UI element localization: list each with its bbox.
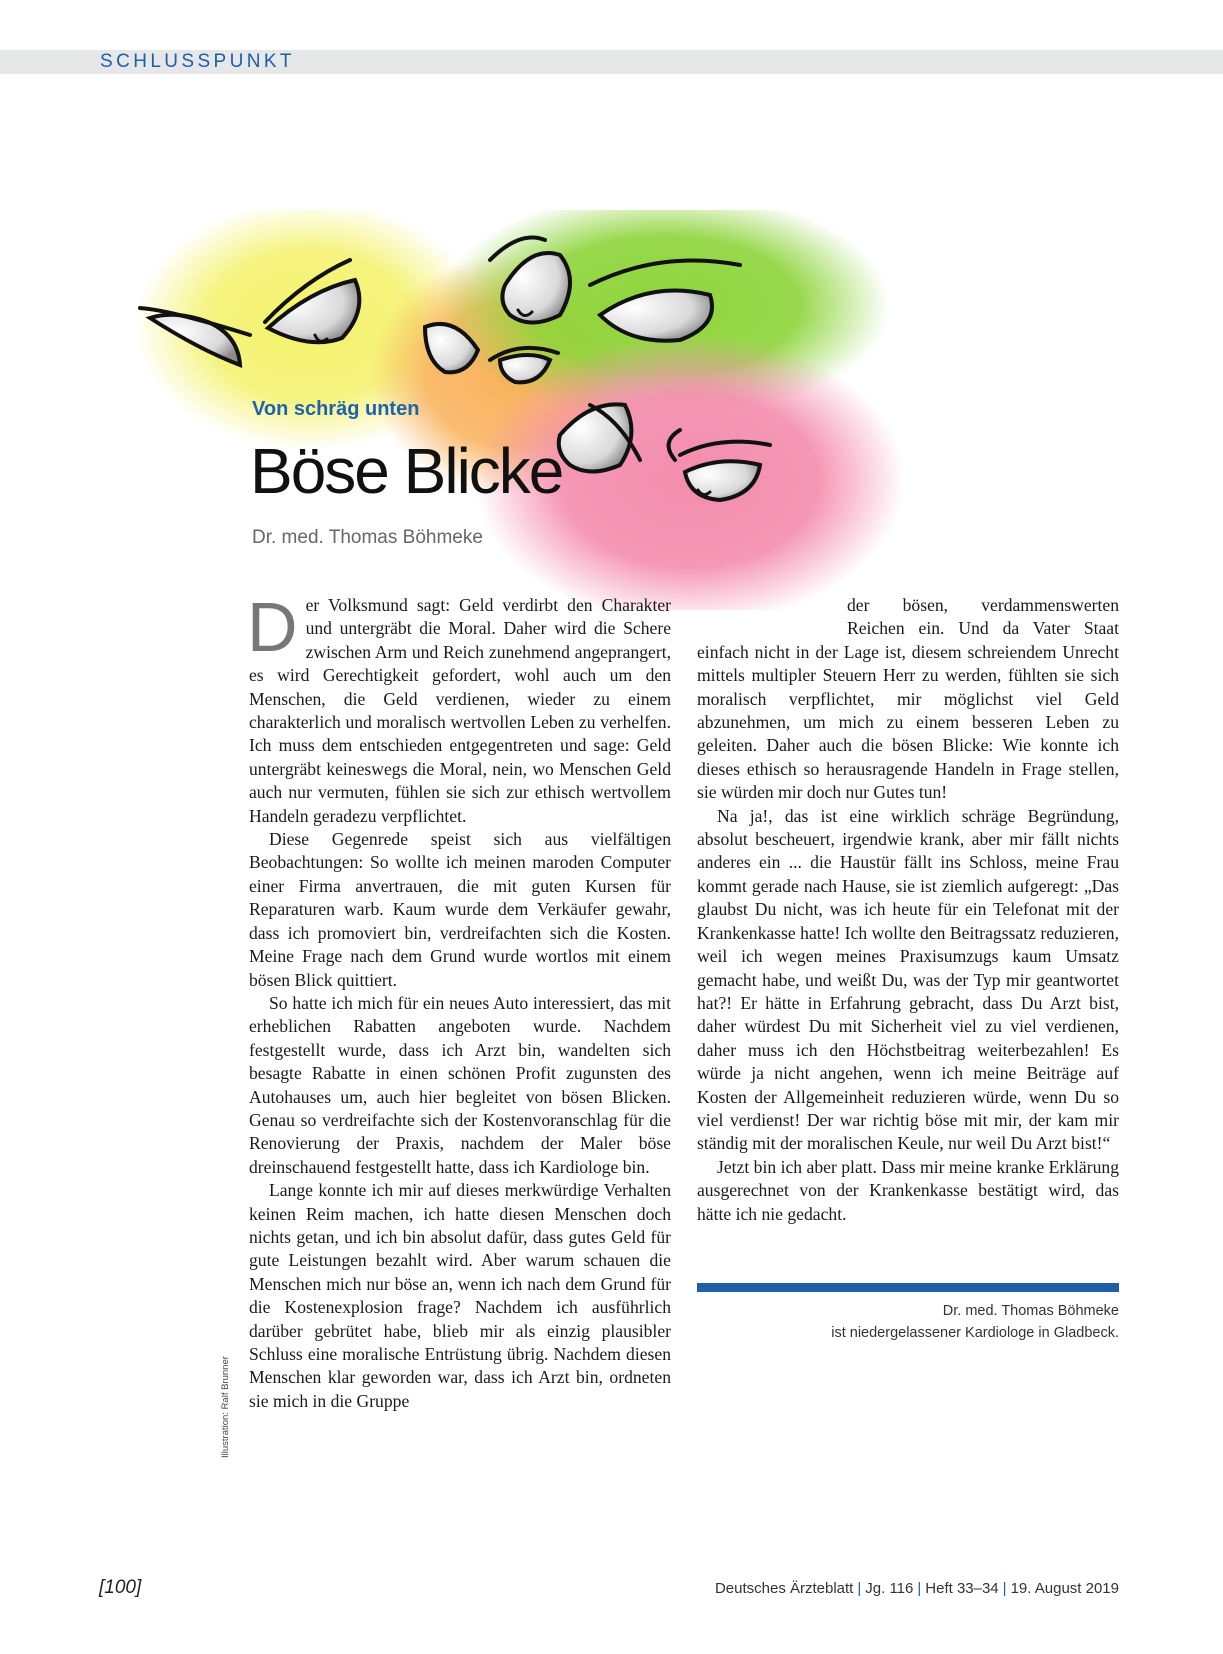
drop-cap: D	[247, 588, 298, 666]
footer-citation	[715, 1580, 1119, 1597]
section-label: SCHLUSSPUNKT	[100, 51, 295, 72]
illustration-spacer	[697, 594, 847, 640]
angry-eyes-illustration	[120, 210, 920, 610]
article-column-left	[247, 588, 671, 1413]
article-column-right	[697, 594, 1119, 1226]
article-byline: Dr. med. Thomas Böhmeke	[252, 527, 483, 548]
paragraph-continuation: der bösen, verdammenswerten Reichen ein. Und da Vater Staat einfach nicht in der Lage ist, diesem schreiendem Unrecht mittels multipler Steuern Herr zu werden, fühlten sie sich moralisch verpflichtet, mir möglichst viel Geld abzunehmen, um mich zu einem besseren Leben zu geleiten. Daher auch die bösen Blicke: Wie konnte ich dieses ethisch so herausragende Handeln in Frage stellen, sie würden mir doch nur Gutes tun!	[697, 595, 1119, 803]
paragraph: Jetzt bin ich aber platt. Dass mir meine kranke Erklärung ausgerechnet von der Krankenkasse bestätigt wird, das hätte ich nie gedacht.	[697, 1156, 1119, 1224]
author-role: ist niedergelassener Kardiologe in Gladbeck.	[831, 1325, 1119, 1341]
page-number: [100]	[99, 1577, 142, 1598]
author-name: Dr. med. Thomas Böhmeke	[942, 1303, 1119, 1319]
journal-name: Deutsches Ärzteblatt	[714, 1580, 854, 1597]
footer-separator: |	[1002, 1580, 1007, 1597]
paragraph: er Volksmund sagt: Geld verdirbt den Charakter und untergräbt die Moral. Daher wird die Schere zwischen Arm und Reich zunehmend angeprangert, es wird Gerechtigkeit gefordert, wohl auch um den Menschen, die Geld verdienen, wieder zu einem charakterlich und moralisch wertvollen Leben zu verhelfen. Ich muss dem entschieden entgegentreten und sage: Geld untergräbt keineswegs die Moral, nein, wo Menschen Geld auch nur vermuten, fühlen sie sich zur ethisch wertvollem Handeln geradezu verpflichtet.	[249, 595, 671, 826]
journal-issue: Heft 33–34	[925, 1580, 999, 1597]
footer-separator: |	[857, 1580, 862, 1597]
author-note	[697, 1300, 1119, 1344]
illustration-credit: Illustration: Ralf Brunner	[220, 1356, 231, 1458]
issue-date: 19. August 2019	[1010, 1580, 1119, 1597]
paragraph: Diese Gegenrede speist sich aus vielfältigen Beobachtungen: So wollte ich meinen maroden Computer einer Firma anvertrauen, die mit guten Kursen für Reparaturen warb. Kaum wurde dem Verkäufer gewahr, dass ich promoviert bin, verdreifachten sich die Kosten. Meine Frage nach dem Grund wurde wortlos mit einem bösen Blick quittiert.	[249, 829, 671, 990]
paragraph: Na ja!, das ist eine wirklich schräge Begründung, absolut bescheuert, irgendwie krank, aber mir fällt nichts anderes ein ... die Haustür fällt ins Schloss, meine Frau kommt gerade nach Hause, sie ist ziemlich aufgeregt: „Das glaubst Du nicht, was ich heute für ein Telefonat mit der Krankenkasse hatte! Ich wollte den Beitragssatz reduzieren, weil ich wegen meines Praxisumzugs kaum Umsatz gemacht habe, und weißt Du, was der Typ mir geantwortet hat?! Er hätte in Erfahrung gebracht, dass Du Arzt bist, daher würdest Du mit Sicherheit viel zu viel verdienen, daher muss ich den Höchstbeitrag weiterbezahlen! Es würde ja nicht angehen, wenn ich meine Beiträge auf Kosten der Allgemeinheit reduzieren würde, wenn Du so viel verdienst! Der war richtig böse mit mir, der kam mir ständig mit der moralischen Keule, nur weil Du Arzt bist!“	[697, 805, 1119, 1154]
author-divider	[697, 1283, 1119, 1292]
article-title: Böse Blicke	[250, 435, 563, 507]
footer-separator: |	[917, 1580, 922, 1597]
article-kicker: Von schräg unten	[252, 398, 420, 420]
paragraph: Lange konnte ich mir auf dieses merkwürdige Verhalten keinen Reim machen, ich hatte diesen Menschen doch nichts getan, und ich bin absolut dafür, dass gutes Geld für gute Leistungen bezahlt wird. Aber warum schauen die Menschen mich nur böse an, wenn ich nach dem Grund für die Kostenexplosion frage? Nachdem ich ausführlich darüber gebrütet habe, blieb mir als einzig plausibler Schluss eine moralische Entrüstung übrig. Nachdem diesen Menschen klar geworden war, dass ich Arzt bin, ordneten sie mich in die Gruppe	[249, 1180, 671, 1411]
paragraph: So hatte ich mich für ein neues Auto interessiert, das mit erheblichen Rabatten angeboten wurde. Nachdem festgestellt wurde, dass ich Arzt bin, wandelten sich besagte Rabatte in einen schönen Profit zugunsten des Autohauses um, auch hier begleitet von bösen Blicken. Genau so verdreifachte sich der Kostenvoranschlag für die Renovierung der Praxis, nachdem der Maler böse dreinschauend festgestellt hatte, dass ich Kardiologe bin.	[249, 992, 671, 1177]
journal-volume: Jg. 116	[865, 1580, 914, 1597]
